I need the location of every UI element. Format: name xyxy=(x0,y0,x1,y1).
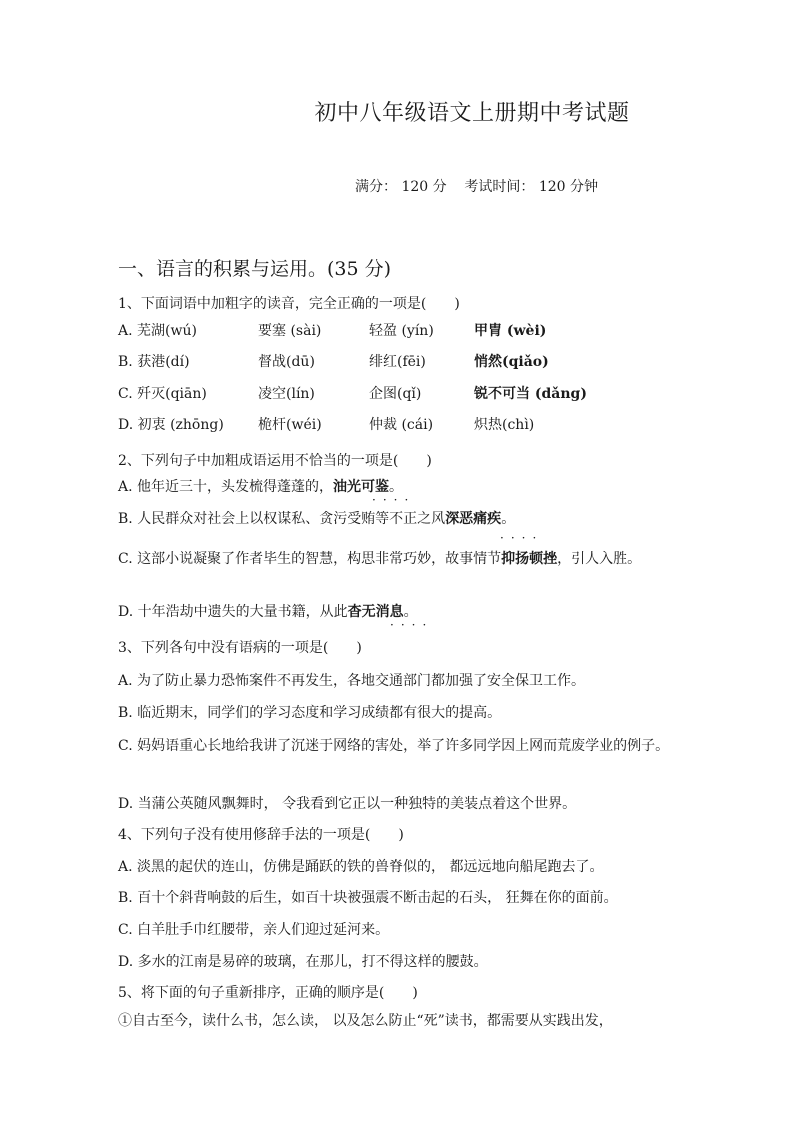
q2-c-text: C. 这部小说凝聚了作者毕生的智慧，构思非常巧妙，故事情节 xyxy=(118,551,502,567)
q1-b-4: 悄然(qiǎo) xyxy=(474,354,549,370)
q2-option-a xyxy=(118,477,403,497)
q2-d-idiom: 杳无消息 xyxy=(347,604,404,620)
q3-option-a: A. 为了防止暴力恐怖案件不再发生，各地交通部门都加强了安全保卫工作。 xyxy=(118,673,586,689)
q1-b-1: B. 获港(dí) xyxy=(118,354,190,370)
section-heading: 一、语言的积累与运用。(35 分) xyxy=(118,258,392,280)
q4-option-c: C. 白羊肚手巾红腰带，亲人们迎过延河来。 xyxy=(118,922,390,938)
q2-a-end: 。 xyxy=(389,479,404,495)
q1-a-3: 轻盈 (yín) xyxy=(369,323,434,339)
q2-d-end: 。 xyxy=(403,604,418,620)
q2-b-end: 。 xyxy=(501,511,516,527)
q3-option-b: B. 临近期末，同学们的学习态度和学习成绩都有很大的提高。 xyxy=(118,705,502,721)
emphasis-dots: ···· xyxy=(500,531,544,545)
q1-a-4: 甲胄 (wèi) xyxy=(474,323,547,339)
q1-c-4: 锐不可当 (dǎng) xyxy=(474,386,587,402)
q3-option-d: D. 当蒲公英随风飘舞时， 令我看到它正以一种独特的美装点着这个世界。 xyxy=(118,796,577,812)
question-1-stem: 1、下面词语中加粗字的读音，完全正确的一项是( ) xyxy=(118,296,460,312)
q1-d-3: 仲裁 (cái) xyxy=(369,417,434,433)
q2-a-idiom: 油光可鉴 xyxy=(333,479,390,495)
question-3-stem: 3、下列各句中没有语病的一项是( ) xyxy=(118,640,362,656)
q2-c-idiom: 抑扬顿挫 xyxy=(501,551,558,567)
emphasis-dots: ···· xyxy=(390,618,434,632)
q2-b-idiom: 深恶痛疾 xyxy=(445,511,502,527)
q2-b-text: B. 人民群众对社会上以权谋私、贪污受贿等不正之风 xyxy=(118,511,446,527)
q2-c-end: ，引人入胜。 xyxy=(557,551,642,567)
q4-option-b: B. 百十个斜背响鼓的后生，如百十块被强震不断击起的石头， 狂舞在你的面前。 xyxy=(118,890,618,906)
q3-option-c: C. 妈妈语重心长地给我讲了沉迷于网络的害处，举了许多同学因上网而荒废学业的例子。 xyxy=(118,738,670,754)
q1-c-3: 企图(qǐ) xyxy=(369,386,422,402)
q5-sentence-1: ①自古至今，读什么书，怎么读， 以及怎么防止“死”读书，都需要从实践出发， xyxy=(118,1013,613,1029)
q2-a-text: A. 他年近三十，头发梳得蓬蓬的， xyxy=(118,479,334,495)
q1-d-4: 炽热(chì) xyxy=(474,417,535,433)
q1-b-3: 绯红(fēi) xyxy=(369,354,426,370)
question-4-stem: 4、下列句子没有使用修辞手法的一项是( ) xyxy=(118,827,404,843)
exam-meta: 满分： 120 分 考试时间： 120 分钟 xyxy=(355,179,599,195)
question-5-stem: 5、将下面的句子重新排序，正确的顺序是( ) xyxy=(118,985,418,1001)
q2-d-text: D. 十年浩劫中遗失的大量书籍，从此 xyxy=(118,604,348,620)
question-2-stem: 2、下列句子中加粗成语运用不恰当的一项是( ) xyxy=(118,453,432,469)
q1-d-2: 桅杆(wéi) xyxy=(258,417,322,433)
q1-c-2: 凌空(lín) xyxy=(258,386,315,402)
q4-option-a: A. 淡黑的起伏的连山，仿佛是踊跃的铁的兽脊似的， 都远远地向船尾跑去了。 xyxy=(118,859,604,875)
q2-option-c xyxy=(118,547,678,572)
q1-c-1: C. 歼灭(qiān) xyxy=(118,386,207,402)
q1-a-1: A. 芜湖(wú) xyxy=(118,323,197,339)
q1-b-2: 督战(dū) xyxy=(258,354,315,370)
q2-option-d xyxy=(118,602,418,622)
q4-option-d: D. 多水的江南是易碎的玻璃，在那儿，打不得这样的腰鼓。 xyxy=(118,954,488,970)
q2-option-b xyxy=(118,509,515,529)
q1-a-2: 要塞 (sài) xyxy=(258,323,322,339)
q1-d-1: D. 初衷 (zhōng) xyxy=(118,417,224,433)
exam-title: 初中八年级语文上册期中考试题 xyxy=(314,101,630,126)
emphasis-dots: ···· xyxy=(372,493,416,507)
